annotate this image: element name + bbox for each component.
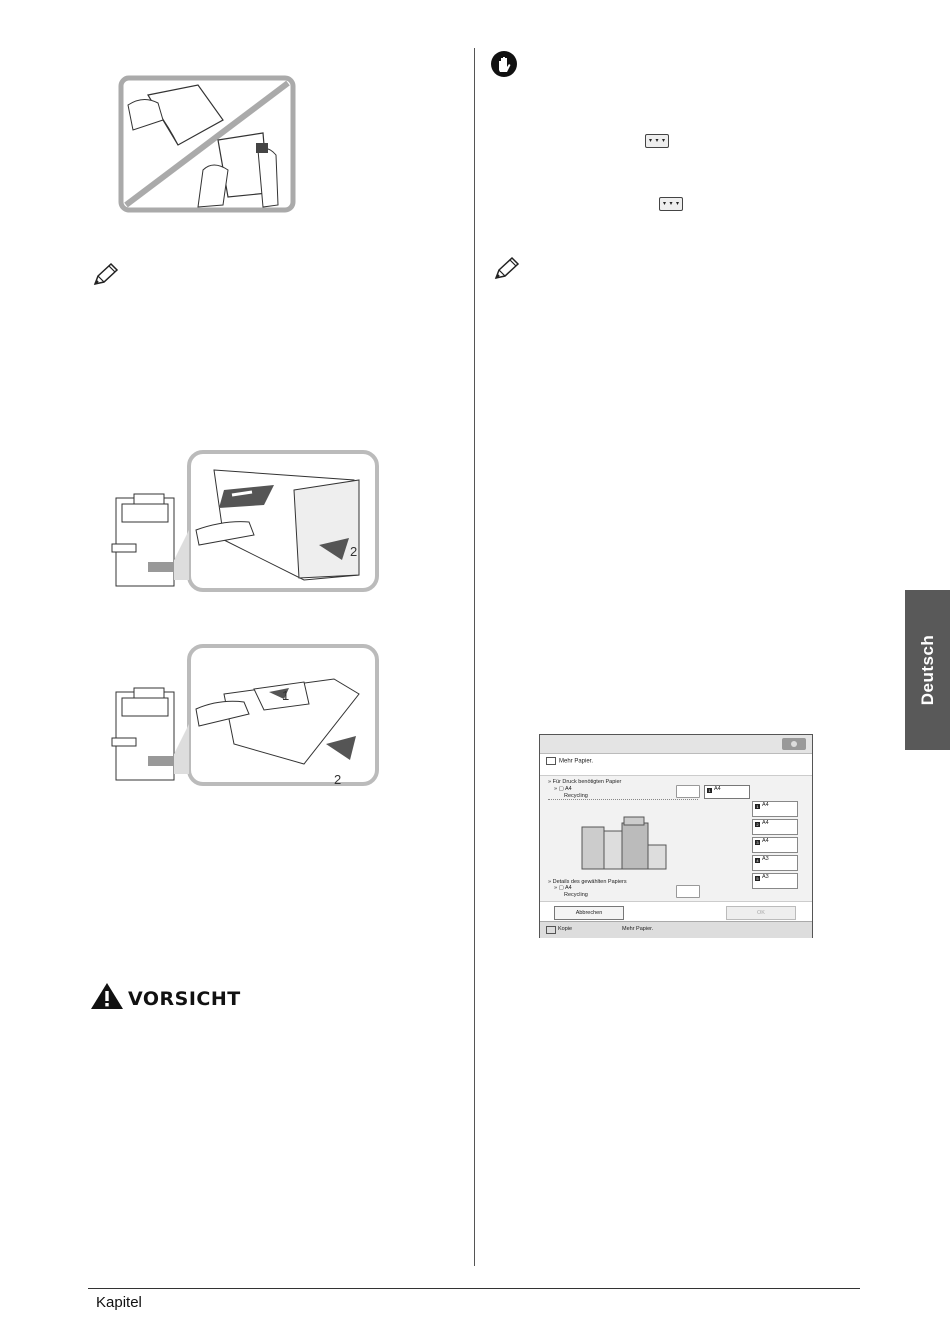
note-pencil-icon-right [493, 256, 521, 282]
panel-divider-1 [548, 799, 698, 800]
paper-drawer-key-icon-2 [659, 197, 683, 211]
panel-machine-illustration [580, 815, 670, 877]
touch-panel-screenshot [539, 734, 813, 938]
panel-slot-3[interactable]: 3 A4 [752, 837, 798, 853]
column-divider [474, 48, 475, 1266]
panel-selected-slot[interactable]: 1 A4 [704, 785, 750, 799]
panel-details-type: Recycling [564, 892, 588, 898]
panel-status-bar [540, 921, 812, 938]
panel-slot-1[interactable]: 1 A4 [752, 801, 798, 817]
svg-text:2: 2 [350, 544, 358, 559]
panel-paper-icon [546, 757, 556, 765]
panel-help-button[interactable] [782, 738, 806, 750]
cancel-button[interactable]: Abbrechen [554, 906, 624, 920]
panel-slot-4[interactable]: 4 A3 [752, 855, 798, 871]
footer-chapter-label: Kapitel [96, 1294, 142, 1311]
footer-rule [88, 1288, 860, 1289]
panel-title: Mehr Papier. [546, 757, 593, 765]
panel-details-size: » ▢ A4 [554, 885, 572, 891]
panel-settings-button-2[interactable] [676, 885, 700, 898]
panel-required-type: Recycling [564, 793, 588, 799]
status-message: Mehr Papier. [622, 926, 654, 932]
panel-top-bar [540, 735, 812, 754]
important-hand-icon [490, 50, 518, 78]
paper-handling-illustration [118, 75, 296, 218]
paper-drawer-key-icon [645, 134, 669, 148]
language-tab-label: Deutsch [917, 634, 937, 706]
panel-section-required: » Für Druck benötigten Papier [548, 779, 622, 785]
status-app: Kopie [558, 926, 573, 932]
load-paper-drawer-illustration-2 [104, 644, 380, 793]
caution-label: VORSICHT [128, 987, 241, 1010]
note-pencil-icon [92, 262, 120, 288]
panel-slot-5[interactable]: 5 A3 [752, 873, 798, 889]
panel-required-size: » ▢ A4 [554, 786, 572, 792]
ok-button[interactable]: OK [726, 906, 796, 920]
copy-icon [546, 926, 556, 934]
panel-bottom-bar [540, 901, 812, 922]
warning-triangle-icon [90, 982, 124, 1015]
svg-text:2: 2 [334, 772, 342, 787]
panel-settings-button-1[interactable] [676, 785, 700, 798]
language-tab [905, 590, 950, 750]
panel-section-details: » Details des gewählten Papiers [548, 879, 627, 885]
panel-slot-2[interactable]: 2 A4 [752, 819, 798, 835]
svg-text:1: 1 [282, 688, 290, 703]
caution-heading [90, 982, 241, 1015]
load-paper-drawer-illustration-1 [104, 450, 380, 599]
